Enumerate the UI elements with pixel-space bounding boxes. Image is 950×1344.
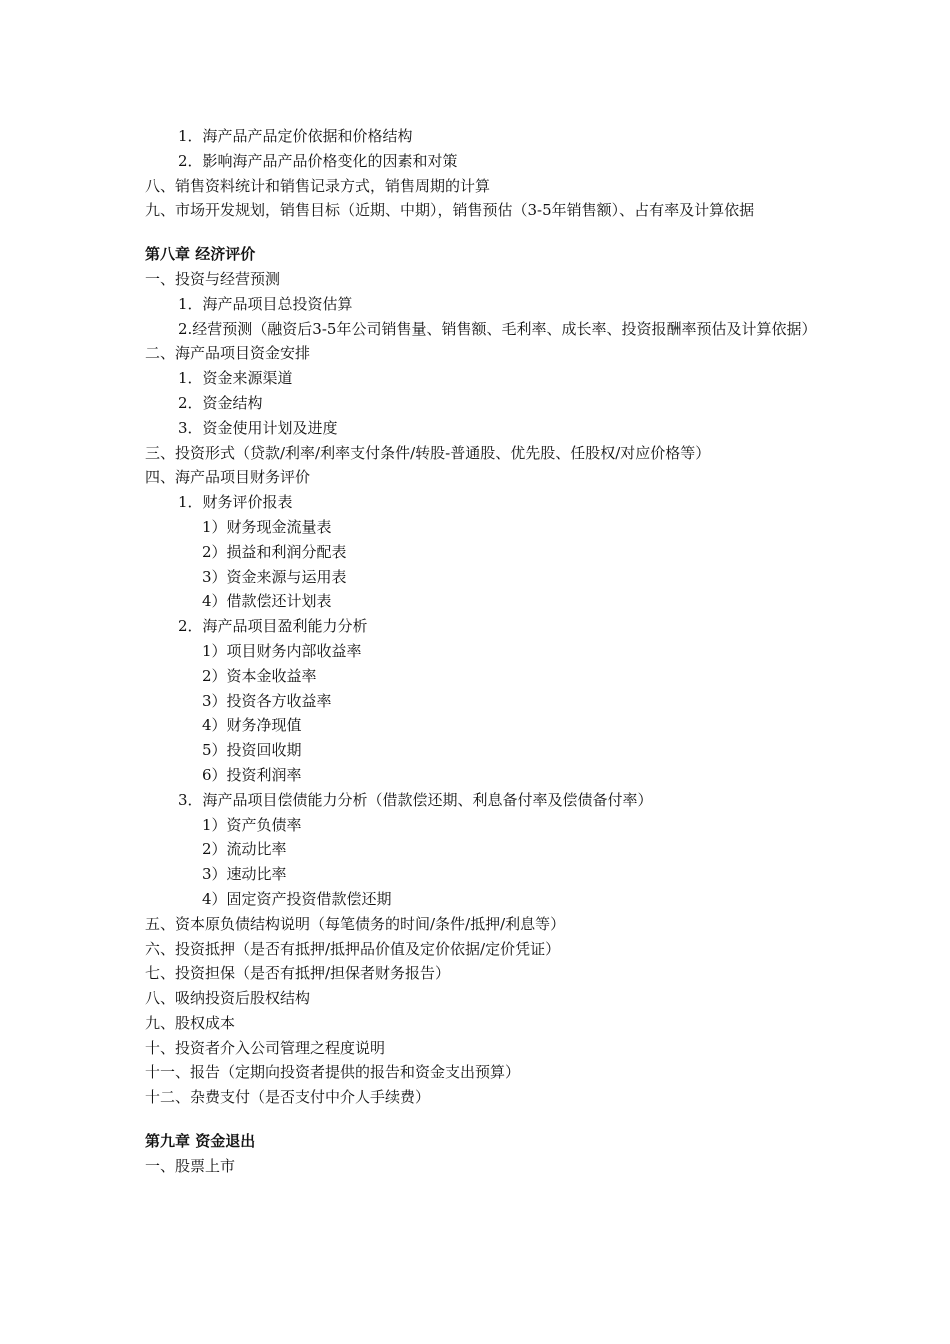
price-factors-item: 2．影响海产品产品价格变化的因素和对策 [178, 151, 458, 170]
ch8-item-2-2: 2．资金结构 [178, 393, 263, 412]
list-item: 1）资产负债率 [202, 815, 302, 834]
list-item: 3）资金来源与运用表 [202, 567, 347, 586]
ch8-section-10: 十、投资者介入公司管理之程度说明 [145, 1038, 386, 1057]
ch8-item-4-2: 2．海产品项目盈利能力分析 [178, 617, 368, 636]
ch8-item-2-3: 3．资金使用计划及进度 [178, 418, 338, 437]
chapter-8-title: 第八章 经济评价 [145, 245, 256, 264]
ch8-item-4-3: 3．海产品项目偿债能力分析（借款偿还期、利息备付率及偿债备付率） [178, 790, 653, 809]
ch8-section-2: 二、海产品项目资金安排 [145, 344, 311, 363]
ch8-item-1-1: 1．海产品项目总投资估算 [178, 294, 353, 313]
list-item: 2）损益和利润分配表 [202, 542, 347, 561]
pricing-basis-item: 1．海产品产品定价依据和价格结构 [178, 127, 413, 145]
list-item: 1）财务现金流量表 [202, 517, 332, 536]
ch8-section-11: 十一、报告（定期向投资者提供的报告和资金支出预算） [145, 1063, 521, 1082]
document-page [145, 124, 825, 1179]
ch8-item-1-2-text: 2.经营预测（融资后3-5年公司销售量、销售额、毛利率、成长率、投资报酬率预估及计算依据） [178, 319, 817, 338]
list-item: 3）投资各方收益率 [202, 691, 332, 710]
list-item: 5）投资回收期 [202, 741, 302, 760]
ch8-section-8: 八、吸纳投资后股权结构 [145, 989, 311, 1008]
chapter-9-title: 第九章 资金退出 [145, 1132, 256, 1151]
ch8-section-7: 七、投资担保（是否有抵押/担保者财务报告） [145, 964, 451, 983]
market-plan-item: 九、市场开发规划，销售目标（近期、中期），销售预估（3-5年销售额）、占有率及计算依据 [145, 201, 755, 220]
list-item: 2）流动比率 [202, 840, 287, 859]
ch8-section-9: 九、股权成本 [145, 1013, 236, 1032]
list-item: 6）投资利润率 [202, 765, 302, 784]
sales-statistics-item: 八、销售资料统计和销售记录方式，销售周期的计算 [145, 176, 491, 195]
list-item: 3）速动比率 [202, 865, 287, 884]
ch8-item-1-2 [145, 317, 825, 342]
section-gap [145, 1110, 825, 1129]
ch8-item-2-1: 1．资金来源渠道 [178, 369, 293, 388]
ch8-section-1: 一、投资与经营预测 [145, 269, 281, 288]
ch8-section-6: 六、投资抵押（是否有抵押/抵押品价值及定价依据/定价凭证） [145, 939, 561, 958]
section-gap [145, 223, 825, 242]
list-item: 4）财务净现值 [202, 716, 302, 735]
ch8-section-3: 三、投资形式（贷款/利率/利率支付条件/转股-普通股、优先股、任股权/对应价格等） [145, 443, 711, 462]
list-item: 4）固定资产投资借款偿还期 [202, 889, 392, 908]
ch8-section-5: 五、资本原负债结构说明（每笔债务的时间/条件/抵押/利息等） [145, 914, 566, 933]
ch8-section-4: 四、海产品项目财务评价 [145, 468, 311, 487]
ch9-section-1: 一、股票上市 [145, 1156, 236, 1175]
ch8-section-12: 十二、杂费支付（是否支付中介人手续费） [145, 1088, 431, 1107]
ch8-item-4-1: 1．财务评价报表 [178, 493, 293, 512]
list-item: 1）项目财务内部收益率 [202, 641, 362, 660]
list-item: 4）借款偿还计划表 [202, 592, 332, 611]
list-item: 2）资本金收益率 [202, 666, 317, 685]
